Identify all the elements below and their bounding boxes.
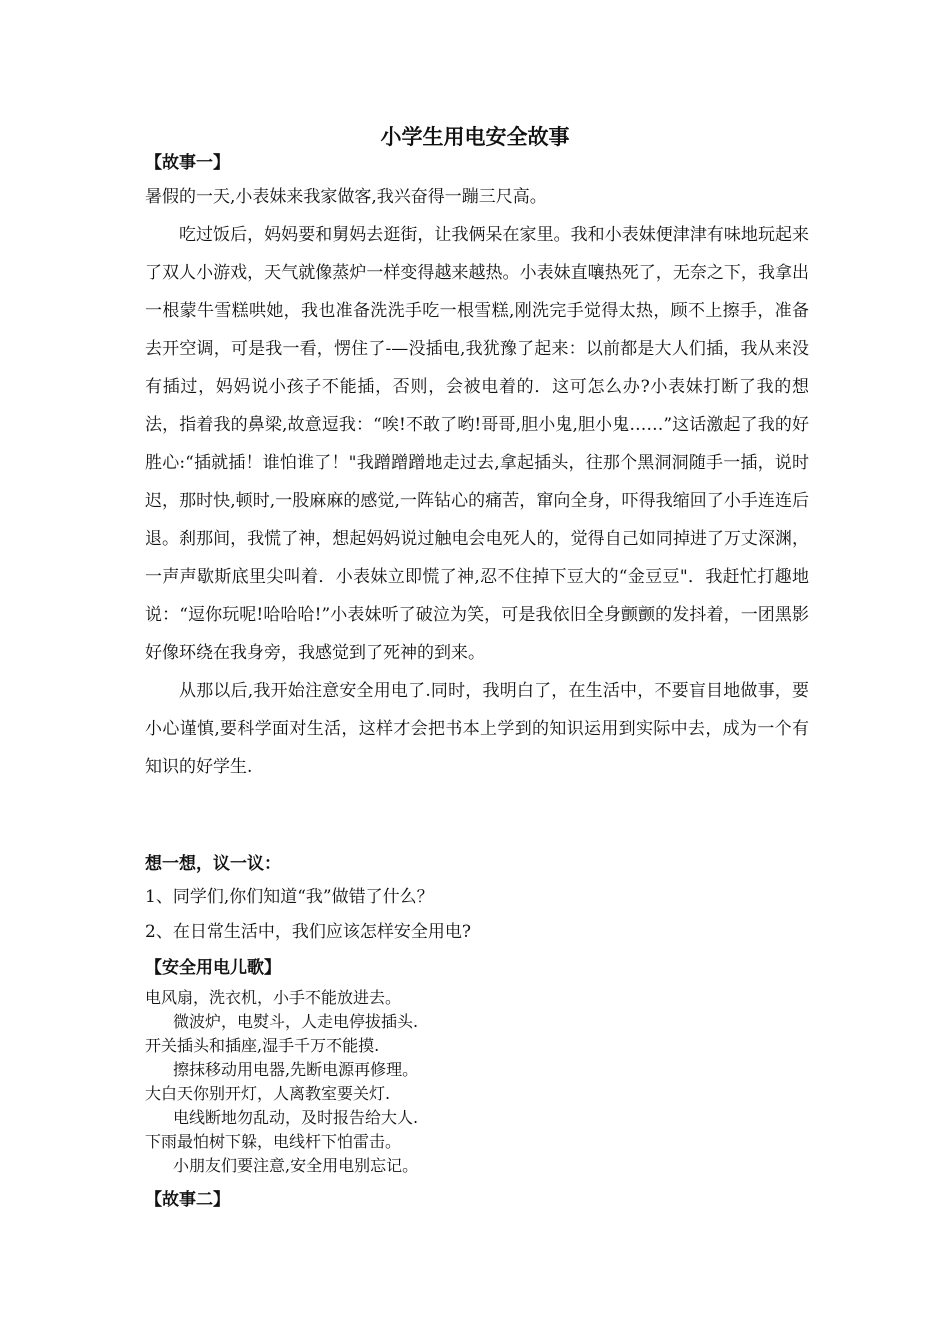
song-line: 擦抹移动用电器,先断电源再修理。 [173, 1060, 419, 1079]
discuss-question-2: 2、在日常生活中，我们应该怎样安全用电? [145, 922, 471, 942]
song-line: 大白天你别开灯，人离教室要关灯. [145, 1084, 391, 1103]
story1-paragraph-2: 吃过饭后，妈妈要和舅妈去逛街，让我俩呆在家里。我和小表妹便津津有味地玩起来了双人小游戏，天气就像蒸炉一样变得越来越热。小表妹直嚷热死了，无奈之下，我拿出一根蒙牛雪糕哄她，我也准备洗洗手吃一根雪糕,刚洗完手觉得太热，顾不上擦手，准备去开空调，可是我一看，愣住了-—没插电,我犹豫了起来：以前都是大人们插，我从来没有插过，妈妈说小孩子不能插，否则，会被电着的．这可怎么办?小表妹打断了我的想法，指着我的鼻梁,故意逗我：“唉!不敢了哟!哥哥,胆小鬼,胆小鬼……”这话激起了我的好胜心:“插就插！谁怕谁了！"我蹭蹭蹭地走过去,拿起插头，往那个黑洞洞随手一插，说时迟，那时快,顿时,一股麻麻的感觉,一阵钻心的痛苦，窜向全身，吓得我缩回了小手连连后退。刹那间，我慌了神，想起妈妈说过触电会电死人的，觉得自己如同掉进了万丈深渊，一声声歇斯底里尖叫着．小表妹立即慌了神,忍不住掉下豆大的“金豆豆"．我赶忙打趣地说：“逗你玩呢!哈哈哈!”小表妹听了破泣为笑，可是我依旧全身颤颤的发抖着，一团黑影好像环绕在我身旁，我感觉到了死神的到来。 [145, 225, 809, 663]
story1-body [145, 178, 809, 786]
story2-heading: 【故事二】 [145, 1190, 230, 1210]
story1-paragraph-1: 暑假的一天,小表妹来我家做客,我兴奋得一蹦三尺高。 [145, 187, 547, 207]
song-lines [145, 986, 418, 1178]
song-line: 电风扇，洗衣机，小手不能放进去。 [145, 988, 402, 1007]
song-line: 微波炉，电熨斗，人走电停拔插头. [173, 1012, 419, 1031]
page-title: 小学生用电安全故事 [380, 125, 570, 149]
song-heading: 【安全用电儿歌】 [145, 958, 281, 978]
discuss-question-1: 1、同学们,你们知道“我”做错了什么？ [145, 887, 434, 907]
song-line: 小朋友们要注意,安全用电别忘记。 [173, 1156, 419, 1175]
song-line: 开关插头和插座,湿手千万不能摸. [145, 1036, 380, 1055]
song-line: 电线断地勿乱动，及时报告给大人. [173, 1108, 419, 1127]
story1-heading: 【故事一】 [145, 153, 230, 173]
story1-paragraph-3: 从那以后,我开始注意安全用电了.同时，我明白了，在生活中，不要盲目地做事，要小心谨慎,要科学面对生活，这样才会把书本上学到的知识运用到实际中去，成为一个有知识的好学生. [145, 681, 809, 777]
discuss-heading: 想一想，议一议： [145, 854, 281, 874]
song-line: 下雨最怕树下躲，电线杆下怕雷击。 [145, 1132, 402, 1151]
